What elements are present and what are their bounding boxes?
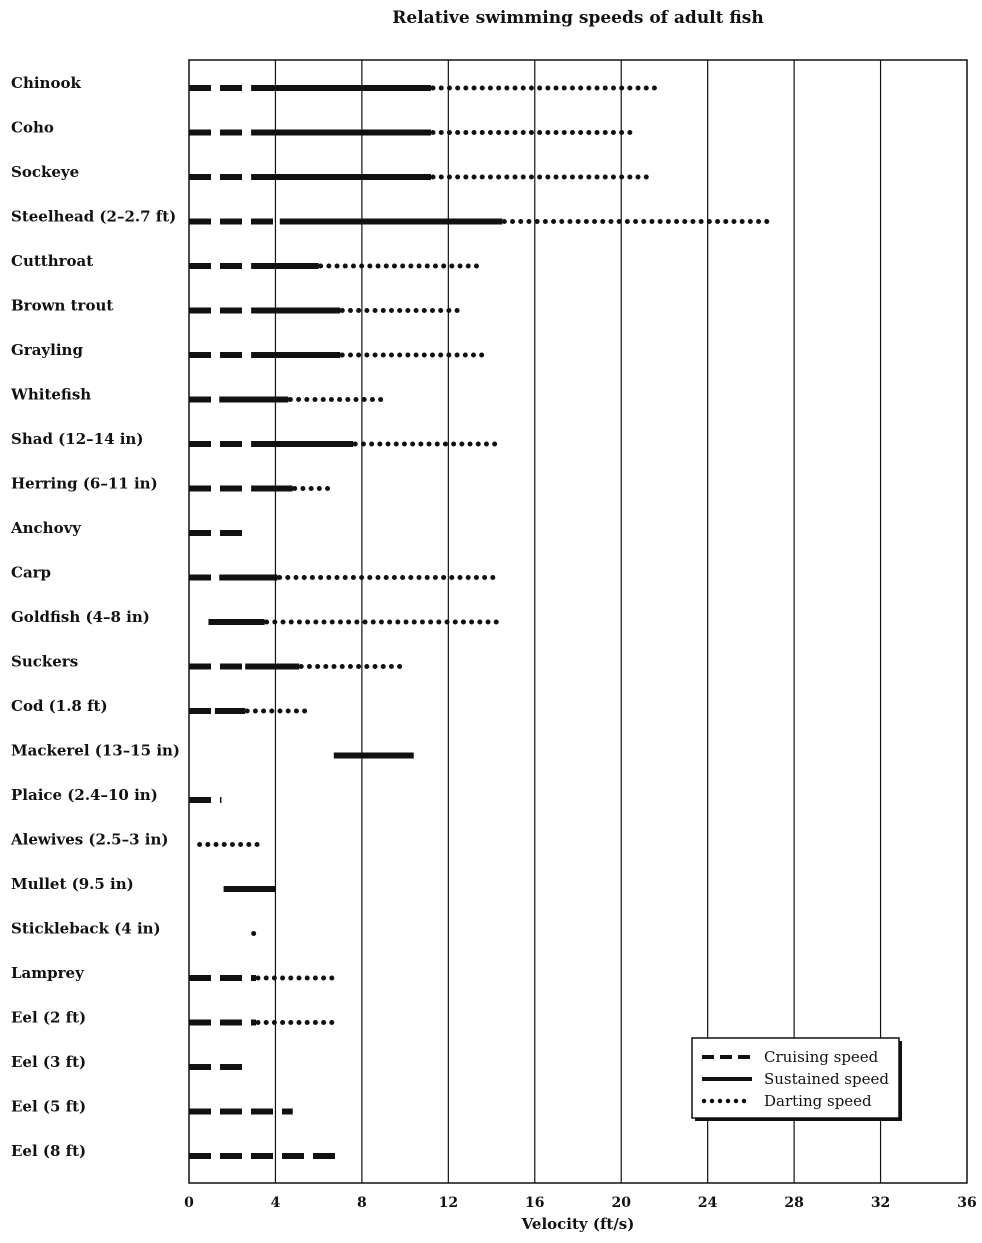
fish-row	[11, 564, 494, 582]
fish-row	[11, 74, 656, 92]
x-tick-label: 16	[525, 1195, 545, 1211]
x-axis-title: Velocity (ft/s)	[521, 1215, 635, 1233]
rows-layer	[10, 74, 768, 1160]
fish-row	[11, 1098, 293, 1116]
fish-label: Herring (6–11 in)	[11, 474, 158, 493]
fish-label: Eel (8 ft)	[11, 1142, 87, 1160]
legend-label: Sustained speed	[764, 1070, 889, 1088]
x-tick-label: 0	[184, 1195, 194, 1211]
fish-label: Brown trout	[11, 296, 114, 315]
x-tick-label: 24	[697, 1195, 718, 1211]
fish-label: Goldfish (4–8 in)	[11, 608, 150, 626]
fish-row	[10, 831, 260, 849]
fish-label: Grayling	[11, 341, 83, 359]
fish-label: Chinook	[11, 74, 81, 92]
fish-row	[11, 608, 498, 626]
x-tick-label: 36	[957, 1195, 977, 1211]
fish-label: Anchovy	[11, 519, 82, 537]
fish-row	[11, 964, 334, 982]
fish-label: Eel (2 ft)	[11, 1008, 87, 1027]
fish-row	[11, 430, 498, 448]
fish-row	[11, 297, 459, 315]
fish-label: Alewives (2.5–3 in)	[11, 830, 169, 849]
fish-label: Whitefish	[11, 385, 92, 404]
x-tick-label: 32	[870, 1195, 891, 1211]
fish-row	[11, 252, 483, 270]
fish-row	[11, 920, 258, 938]
fish-row	[11, 1142, 342, 1160]
fish-row	[11, 163, 647, 181]
fish-row	[11, 475, 332, 493]
fish-label: Cod (1.8 ft)	[11, 697, 108, 715]
x-tick-label: 8	[357, 1195, 367, 1211]
ticks-layer	[184, 1195, 977, 1211]
chart-title: Relative swimming speeds of adult fish	[392, 8, 764, 28]
fish-label: Steelhead (2–2.7 ft)	[11, 207, 177, 226]
fish-row	[11, 208, 768, 226]
fish-row	[11, 742, 414, 760]
fish-label: Cutthroat	[11, 252, 94, 270]
fish-label: Sockeye	[11, 163, 80, 181]
fish-row	[10, 386, 386, 404]
fish-label: Mackerel (13–15 in)	[11, 741, 181, 760]
fish-label: Mullet (9.5 in)	[11, 875, 134, 893]
fish-label: Eel (5 ft)	[11, 1097, 87, 1116]
fish-row	[11, 786, 221, 804]
legend-label: Cruising speed	[764, 1048, 879, 1066]
x-tick-label: 20	[611, 1195, 631, 1211]
fish-row	[11, 875, 275, 893]
x-tick-label: 28	[784, 1195, 804, 1211]
fish-row	[11, 119, 636, 137]
fish-label: Eel (3 ft)	[11, 1053, 87, 1071]
fish-label: Stickleback (4 in)	[11, 919, 161, 938]
fish-label: Plaice (2.4–10 in)	[11, 786, 158, 804]
fish-row	[11, 341, 487, 359]
fish-label: Coho	[11, 118, 54, 137]
fish-label: Suckers	[11, 652, 79, 671]
fish-label: Lamprey	[11, 964, 84, 982]
fish-label: Shad (12–14 in)	[11, 430, 144, 448]
fish-row	[11, 653, 407, 671]
fish-row	[11, 1009, 334, 1027]
legend-label: Darting speed	[764, 1092, 872, 1110]
x-tick-label: 12	[438, 1195, 459, 1211]
fish-row	[10, 519, 243, 537]
fish-label: Carp	[11, 563, 52, 582]
legend	[692, 1038, 902, 1121]
x-tick-label: 4	[270, 1195, 281, 1211]
fish-row	[11, 697, 310, 715]
fish-row	[11, 1053, 243, 1071]
